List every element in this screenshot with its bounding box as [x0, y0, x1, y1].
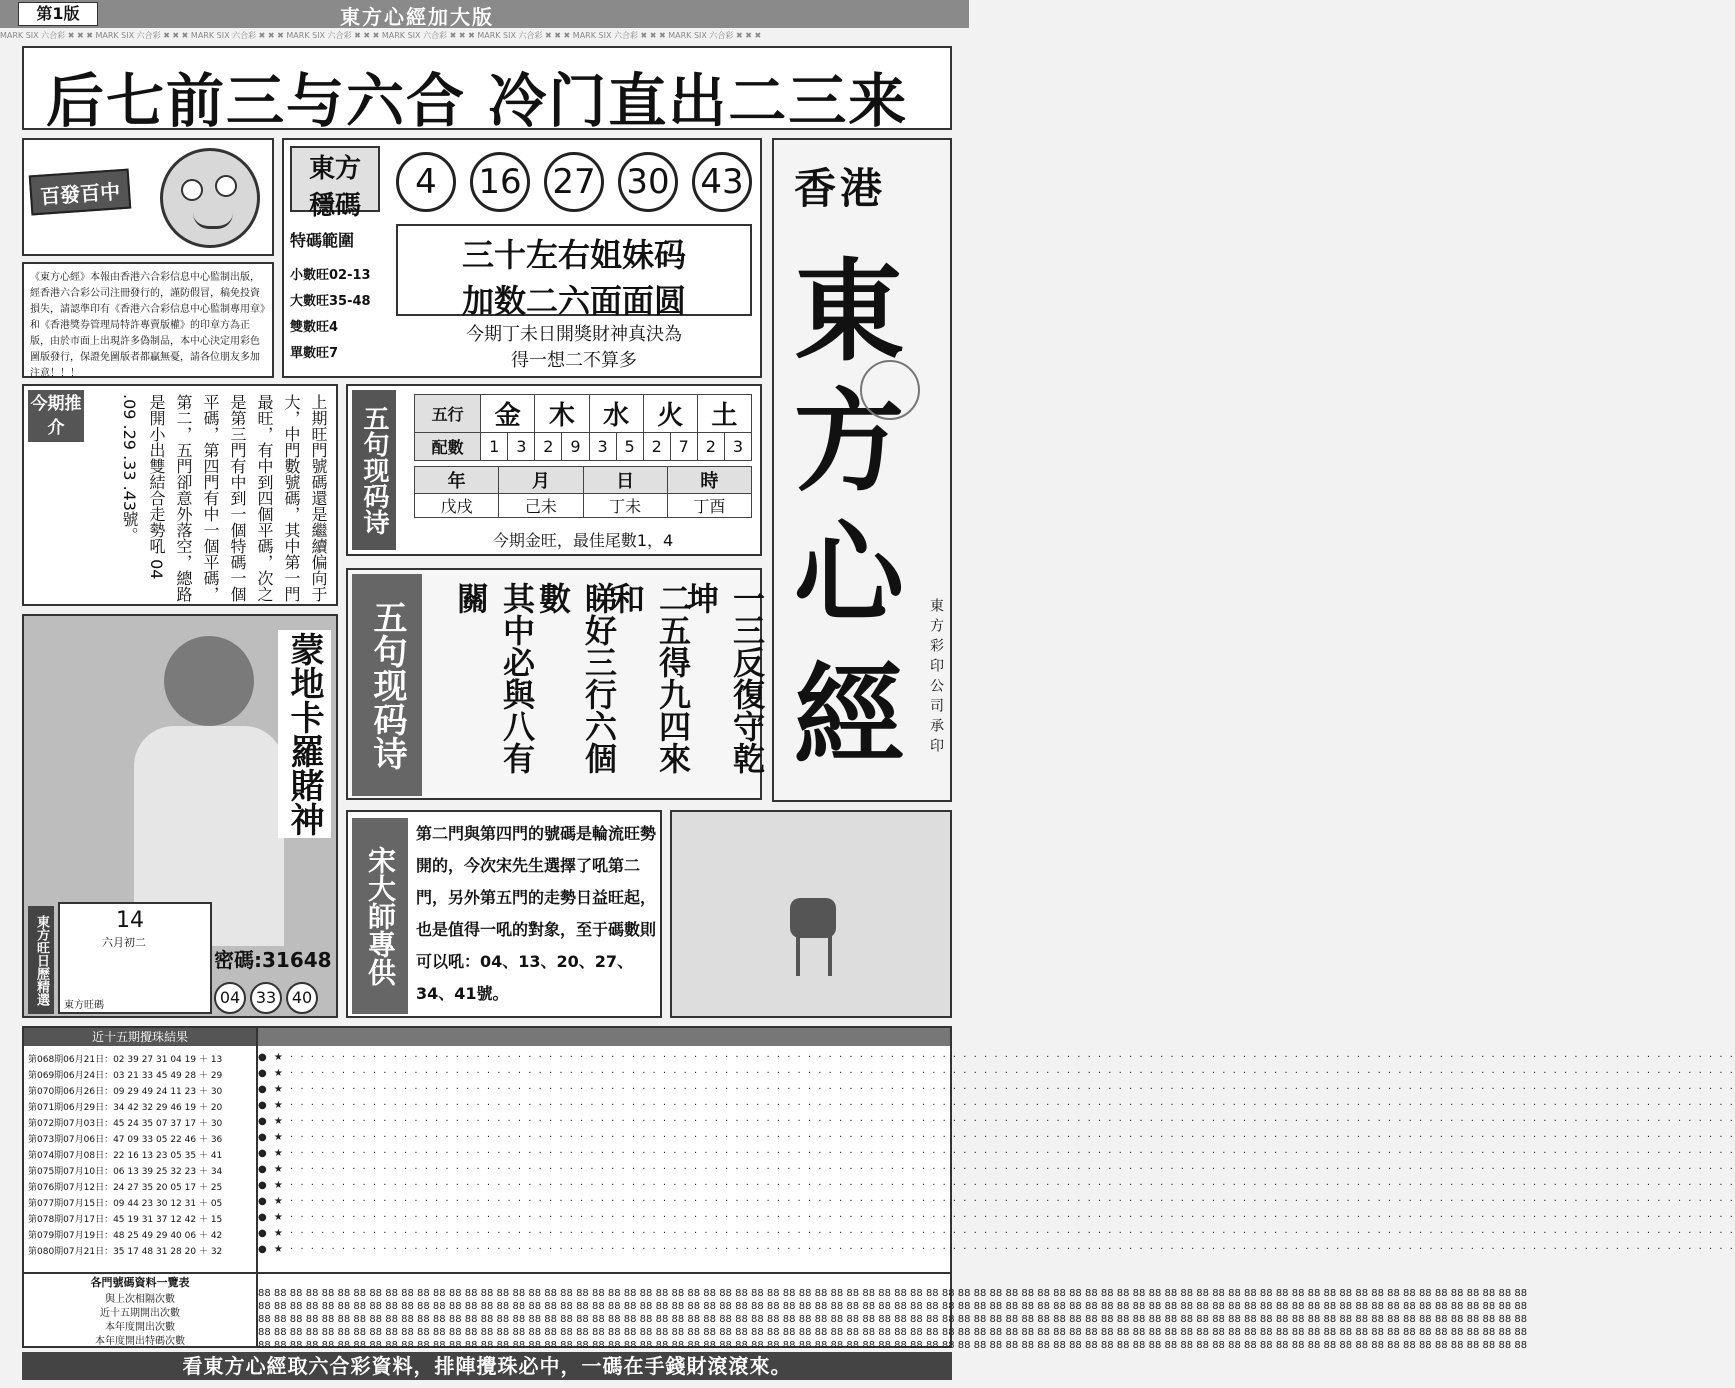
- intro-box: [22, 262, 274, 378]
- history-row: 第072期07月03日：45 24 35 07 37 17 ＋ 30: [28, 1119, 223, 1129]
- history-row: 第080期07月21日：35 17 48 31 28 20 ＋ 32: [28, 1247, 223, 1257]
- dot-row: ● ★ · · · · · · · · · · · · · · · · · · · · · · · · · · · · · · · · · · · · · · · · · · · · · · · · · · · · · · · · · · · · · · · · · · · · · · · · · · · · · · · · · · · · · · · · · · · · · · · · · · · · · · · · · · · · · · · · · · · · · · · · · · · · · · · · · · · · · · · · · · · ·: [258, 1196, 1735, 1207]
- date-value: 己未: [499, 494, 583, 518]
- poem-box-2: [346, 568, 766, 800]
- photo-panel: [22, 614, 338, 1018]
- element-cell: 金: [481, 395, 535, 433]
- hk-char: 東: [794, 248, 904, 376]
- date-value: 戊戌: [415, 494, 499, 518]
- date-header: 日: [583, 467, 667, 494]
- recommend-text: 上期旺門號碼還是繼續偏向于大，中門數號碼，其中第一門最旺，有中到四個平碼，次之是第三門有中到一個特碼一個平碼，第四門有中一個平碼，第二，五門卻意外落空，總路是開小出雙結合走勢吼 04 .09 .29 .33 .43號。: [120, 394, 328, 602]
- history-title: 近十五期攪珠結果: [24, 1028, 256, 1046]
- hk-char: 心: [794, 510, 904, 638]
- stat-row: 88 88 88 88 88 88 88 88 88 88 88 88 88 88 88 88 88 88 88 88 88 88 88 88 88 88 88 88 88 88 88 88 88 88 88 88 88 88 88 88 88 88 88 88 88 88 88 88 88 88 88 88 88 88 88 88 88 88 88 88 88 88 88 88 88 88 88 88 88 88 88 88 88 88 88 88 88 88 88 88: [258, 1314, 1528, 1325]
- calendar-label: 東方旺日歷精選: [28, 906, 54, 1014]
- dot-row: ● ★ · · · · · · · · · · · · · · · · · · · · · · · · · · · · · · · · · · · · · · · · · · · · · · · · · · · · · · · · · · · · · · · · · · · · · · · · · · · · · · · · · · · · · · · · · · · · · · · · · · · · · · · · · · · · · · · · · · · · · · · · · · · · · · · · · · · · · · · · · · · ·: [258, 1100, 1735, 1111]
- stats-title: 各門號碼資料一覽表: [90, 1276, 190, 1289]
- peishu-header: 配數: [415, 433, 481, 461]
- history-row: 第076期07月12日：24 27 35 20 05 17 ＋ 25: [28, 1183, 223, 1193]
- stable-ball: 4: [396, 152, 456, 212]
- date-table: [414, 466, 752, 518]
- headline-box: [22, 46, 952, 135]
- date-header: 月: [499, 467, 583, 494]
- dot-row: ● ★ · · · · · · · · · · · · · · · · · · · · · · · · · · · · · · · · · · · · · · · · · · · · · · · · · · · · · · · · · · · · · · · · · · · · · · · · · · · · · · · · · · · · · · · · · · · · · · · · · · · · · · · · · · · · · · · · · · · · · · · · · · · · · · · · · · · · · · · · · · · ·: [258, 1244, 1735, 1255]
- stats-row: 近十五期開出次數: [100, 1308, 180, 1319]
- range-title: 特碼範圍: [290, 231, 355, 250]
- poem-label: 五句现码诗: [352, 390, 396, 550]
- peishu-cell: 1: [481, 433, 508, 461]
- footer-slogan: 看東方心經取六合彩資料，排陣攪珠必中，一碼在手錢財滾滾來。: [22, 1352, 952, 1380]
- hk-char: 方: [794, 378, 904, 506]
- stable-ball: 30: [618, 152, 678, 212]
- stable-ball: 16: [470, 152, 530, 212]
- pattern-strip: MARK SIX 六合彩 ✖ ✖ ✖ MARK SIX 六合彩 ✖ ✖ ✖ MARK SIX 六合彩 ✖ ✖ ✖ MARK SIX 六合彩 ✖ ✖ ✖ MARK SIX 六合彩 ✖ ✖ ✖ MARK SIX 六合彩 ✖ ✖ ✖ MARK SIX 六合彩 ✖ ✖ ✖ MARK SIX 六合彩 ✖ ✖ ✖: [0, 31, 762, 40]
- poem-line: 一三反復守乾坤: [682, 582, 766, 774]
- calendar-card: 14 六月初二 東方旺碼: [58, 902, 212, 1014]
- hk-region: 香港: [794, 164, 887, 213]
- dot-row: ● ★ · · · · · · · · · · · · · · · · · · · · · · · · · · · · · · · · · · · · · · · · · · · · · · · · · · · · · · · · · · · · · · · · · · · · · · · · · · · · · · · · · · · · · · · · · · · · · · · · · · · · · · · · · · · · · · · · · · · · · · · · · · · · · · · · · · · · · · · · · · · ·: [258, 1212, 1735, 1223]
- code-readout: 密碼:31648: [214, 948, 332, 972]
- stat-row: 88 88 88 88 88 88 88 88 88 88 88 88 88 88 88 88 88 88 88 88 88 88 88 88 88 88 88 88 88 88 88 88 88 88 88 88 88 88 88 88 88 88 88 88 88 88 88 88 88 88 88 88 88 88 88 88 88 88 88 88 88 88 88 88 88 88 88 88 88 88 88 88 88 88 88 88 88 88 88 88: [258, 1288, 1528, 1299]
- stat-row: 88 88 88 88 88 88 88 88 88 88 88 88 88 88 88 88 88 88 88 88 88 88 88 88 88 88 88 88 88 88 88 88 88 88 88 88 88 88 88 88 88 88 88 88 88 88 88 88 88 88 88 88 88 88 88 88 88 88 88 88 88 88 88 88 88 88 88 88 88 88 88 88 88 88 88 88 88 88 88 88: [258, 1327, 1528, 1338]
- dot-row: ● ★ · · · · · · · · · · · · · · · · · · · · · · · · · · · · · · · · · · · · · · · · · · · · · · · · · · · · · · · · · · · · · · · · · · · · · · · · · · · · · · · · · · · · · · · · · · · · · · · · · · · · · · · · · · · · · · · · · · · · · · · · · · · · · · · · · · · · · · · · · · · ·: [258, 1148, 1735, 1159]
- edition-label: 第1版: [18, 2, 98, 26]
- date-header: 時: [667, 467, 751, 494]
- dot-row: ● ★ · · · · · · · · · · · · · · · · · · · · · · · · · · · · · · · · · · · · · · · · · · · · · · · · · · · · · · · · · · · · · · · · · · · · · · · · · · · · · · · · · · · · · · · · · · · · · · · · · · · · · · · · · · · · · · · · · · · · · · · · · · · · · · · · · · · · · · · · · · · ·: [258, 1068, 1735, 1079]
- dot-row: ● ★ · · · · · · · · · · · · · · · · · · · · · · · · · · · · · · · · · · · · · · · · · · · · · · · · · · · · · · · · · · · · · · · · · · · · · · · · · · · · · · · · · · · · · · · · · · · · · · · · · · · · · · · · · · · · · · · · · · · · · · · · · · · · · · · · · · · · · · · · · · · ·: [258, 1132, 1735, 1143]
- recommend-box: [22, 384, 338, 606]
- history-row: 第077期07月15日：09 44 23 30 12 31 ＋ 05: [28, 1199, 223, 1209]
- peishu-cell: 3: [589, 433, 616, 461]
- poem-line: 其中必與八有關: [452, 582, 536, 774]
- stats-row: 本年度開出次數: [105, 1322, 175, 1333]
- slogan-box: 三十左右姐妹码 加数二六面面圆: [396, 224, 752, 316]
- stable-ball: 27: [544, 152, 604, 212]
- cartoon-face-icon: [160, 148, 260, 248]
- stable-ball: 43: [692, 152, 752, 212]
- peishu-cell: 9: [562, 433, 589, 461]
- photo-title: 蒙地卡羅賭神: [278, 630, 331, 838]
- stable-code-box: [282, 138, 762, 378]
- poem-label: 五句现码诗: [352, 574, 422, 796]
- dot-row: ● ★ · · · · · · · · · · · · · · · · · · · · · · · · · · · · · · · · · · · · · · · · · · · · · · · · · · · · · · · · · · · · · · · · · · · · · · · · · · · · · · · · · · · · · · · · · · · · · · · · · · · · · · · · · · · · · · · · · · · · · · · · · · · · · · · · · · · · · · · · · · · ·: [258, 1084, 1735, 1095]
- poem-line: 二五得九四來和: [608, 582, 692, 774]
- history-row: 第073期07月06日：47 09 33 05 22 46 ＋ 36: [28, 1135, 223, 1145]
- stat-row: 88 88 88 88 88 88 88 88 88 88 88 88 88 88 88 88 88 88 88 88 88 88 88 88 88 88 88 88 88 88 88 88 88 88 88 88 88 88 88 88 88 88 88 88 88 88 88 88 88 88 88 88 88 88 88 88 88 88 88 88 88 88 88 88 88 88 88 88 88 88 88 88 88 88 88 88 88 88 88 88: [258, 1301, 1528, 1312]
- history-row: 第068期06月21日：02 39 27 31 04 19 ＋ 13: [28, 1055, 223, 1065]
- poem-box-1: [346, 384, 762, 556]
- dot-row: ● ★ · · · · · · · · · · · · · · · · · · · · · · · · · · · · · · · · · · · · · · · · · · · · · · · · · · · · · · · · · · · · · · · · · · · · · · · · · · · · · · · · · · · · · · · · · · · · · · · · · · · · · · · · · · · · · · · · · · · · · · · · · · · · · · · · · · · · · · · · · · · ·: [258, 1228, 1735, 1239]
- peishu-cell: 5: [616, 433, 643, 461]
- stats-row: 本年度開出特碼次數: [95, 1336, 185, 1347]
- stat-row: 88 88 88 88 88 88 88 88 88 88 88 88 88 88 88 88 88 88 88 88 88 88 88 88 88 88 88 88 88 88 88 88 88 88 88 88 88 88 88 88 88 88 88 88 88 88 88 88 88 88 88 88 88 88 88 88 88 88 88 88 88 88 88 88 88 88 88 88 88 88 88 88 88 88 88 88 88 88 88 88: [258, 1340, 1528, 1351]
- range-item: 小數旺02-13: [290, 268, 371, 283]
- stable-code-label: 東方 穩碼: [290, 146, 380, 212]
- peishu-cell: 3: [508, 433, 535, 461]
- song-master-label: 宋大師專供: [352, 818, 408, 1014]
- dot-row: ● ★ · · · · · · · · · · · · · · · · · · · · · · · · · · · · · · · · · · · · · · · · · · · · · · · · · · · · · · · · · · · · · · · · · · · · · · · · · · · · · · · · · · · · · · · · · · · · · · · · · · · · · · · · · · · · · · · · · · · · · · · · · · · · · · · · · · · · · · · · · · · ·: [258, 1052, 1735, 1063]
- printer-credit: 東方彩印公司承印: [928, 598, 944, 758]
- date-header: 年: [415, 467, 499, 494]
- song-master-text: 第二門與第四門的號碼是輪流旺勢開的，今次宋先生選擇了吼第二門，另外第五門的走勢日益旺起，也是值得一吼的對象，至于碼數則可以吼：04、13、20、27、34、41號。: [416, 824, 657, 1003]
- portrait-head-icon: [164, 636, 254, 726]
- intro-text: 《東方心經》本報由香港六合彩信息中心監制出版，經香港六合彩公司注冊發行的，謹防假冒，稿免投資損失，請認準印有《香港六合彩信息中心監制專用章》和《香港獎券管理局特許專賣版權》的印章方為正版，由於市面上出現許多偽制品，本中心決定用彩色圖版發行，保證免圖版者都贏無憂，請各位朋友多加注意！！！: [30, 272, 265, 379]
- hk-banner: [772, 138, 952, 802]
- element-cell: 木: [535, 395, 589, 433]
- element-cell: 土: [697, 395, 751, 433]
- hk-char: 經: [794, 652, 904, 780]
- peishu-cell: 7: [670, 433, 697, 461]
- date-value: 丁未: [583, 494, 667, 518]
- history-row: 第071期06月29日：34 42 32 29 46 19 ＋ 20: [28, 1103, 223, 1113]
- peishu-cell: 2: [697, 433, 724, 461]
- range-item: 單數旺7: [290, 346, 339, 361]
- peishu-cell: 2: [643, 433, 670, 461]
- history-row: 第075期07月10日：06 13 39 25 32 23 ＋ 34: [28, 1167, 223, 1177]
- dot-row: ● ★ · · · · · · · · · · · · · · · · · · · · · · · · · · · · · · · · · · · · · · · · · · · · · · · · · · · · · · · · · · · · · · · · · · · · · · · · · · · · · · · · · · · · · · · · · · · · · · · · · · · · · · · · · · · · · · · · · · · · · · · · · · · · · · · · · · · · · · · · · · · ·: [258, 1180, 1735, 1191]
- element-cell: 水: [589, 395, 643, 433]
- peishu-cell: 2: [535, 433, 562, 461]
- dot-row: ● ★ · · · · · · · · · · · · · · · · · · · · · · · · · · · · · · · · · · · · · · · · · · · · · · · · · · · · · · · · · · · · · · · · · · · · · · · · · · · · · · · · · · · · · · · · · · · · · · · · · · · · · · · · · · · · · · · · · · · · · · · · · · · · · · · · · · · · · · · · · · · ·: [258, 1164, 1735, 1175]
- poem-note: 今期金旺，最佳尾數1，4: [492, 531, 674, 550]
- poem-line: 睇好三行六個數: [534, 582, 618, 774]
- history-row: 第079期07月19日：48 25 49 29 40 06 ＋ 42: [28, 1231, 223, 1241]
- photo-number: 33: [250, 982, 282, 1014]
- stats-row: 與上次相隔次數: [105, 1294, 175, 1305]
- deer-icon: [790, 898, 836, 938]
- photo-number: 40: [286, 982, 318, 1014]
- wuxing-header: 五行: [415, 395, 481, 433]
- element-cell: 火: [643, 395, 697, 433]
- masthead-title: 東方心經加大版: [340, 5, 494, 29]
- history-row: 第078期07月17日：45 19 31 37 12 42 ＋ 15: [28, 1215, 223, 1225]
- handwritten-line: 今期丁未日開獎財神真決為: [466, 324, 682, 345]
- date-value: 丁酉: [667, 494, 751, 518]
- landscape-photo: [670, 810, 952, 1018]
- history-row: 第074期07月08日：22 16 13 23 05 35 ＋ 41: [28, 1151, 223, 1161]
- dot-row: ● ★ · · · · · · · · · · · · · · · · · · · · · · · · · · · · · · · · · · · · · · · · · · · · · · · · · · · · · · · · · · · · · · · · · · · · · · · · · · · · · · · · · · · · · · · · · · · · · · · · · · · · · · · · · · · · · · · · · · · · · · · · · · · · · · · · · · · · · · · · · · · ·: [258, 1116, 1735, 1127]
- wuxing-table: [414, 394, 752, 461]
- range-item: 大數旺35-48: [290, 294, 371, 309]
- history-row: 第070期06月26日：09 29 49 24 11 23 ＋ 30: [28, 1087, 223, 1097]
- seal-icon: [860, 360, 920, 420]
- photo-number: 04: [214, 982, 246, 1014]
- song-master-box: [346, 810, 662, 1018]
- range-item: 雙數旺4: [290, 320, 339, 335]
- handwritten-line: 得一想二不算多: [511, 350, 637, 371]
- recommend-label: 今期推介: [28, 390, 84, 442]
- history-row: 第069期06月24日：03 21 33 45 49 28 ＋ 29: [28, 1071, 223, 1081]
- number-header-strip: [258, 1028, 950, 1046]
- headline-text: 后七前三与六合 冷门直出二三来: [46, 67, 909, 135]
- peishu-cell: 3: [724, 433, 751, 461]
- burst-badge: 百發百中: [29, 169, 132, 216]
